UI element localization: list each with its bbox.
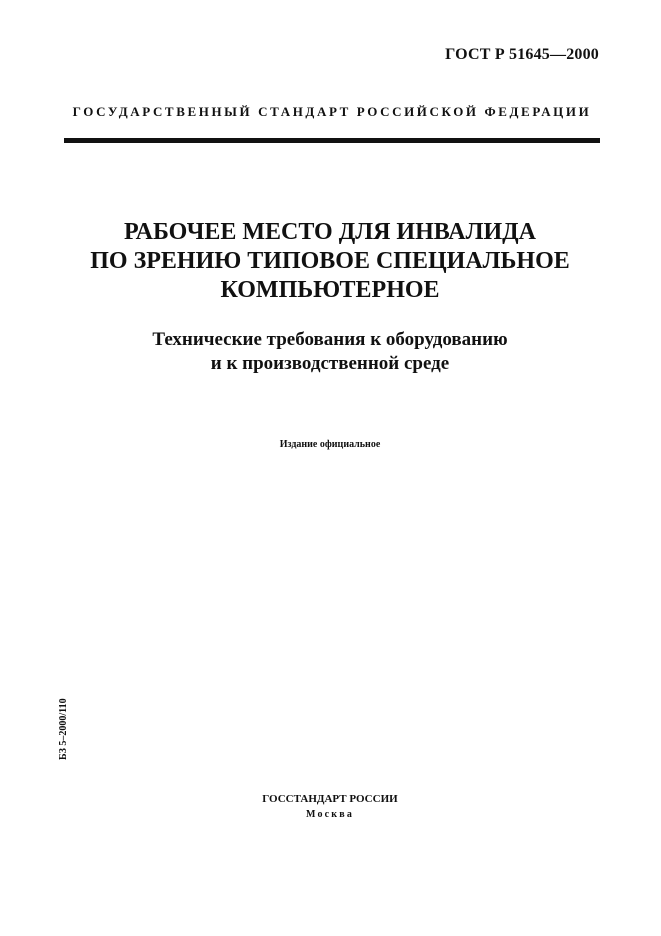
side-catalog-code: БЗ 5–2000/110 [58, 698, 69, 760]
document-title [40, 218, 620, 305]
title-line: РАБОЧЕЕ МЕСТО ДЛЯ ИНВАЛИДА [124, 219, 536, 245]
organization-heading: ГОСУДАРСТВЕННЫЙ СТАНДАРТ РОССИЙСКОЙ ФЕДЕРАЦИИ [72, 104, 592, 119]
title-line: КОМПЬЮТЕРНОЕ [220, 277, 440, 303]
document-subtitle [40, 328, 620, 376]
subtitle-line: и к производственной среде [210, 353, 450, 374]
publisher-name: ГОССТАНДАРТ РОССИИ [262, 793, 398, 805]
publisher-city: Москва [305, 809, 355, 820]
subtitle-line: Технические требования к оборудованию [152, 329, 508, 350]
document-number: ГОСТ Р 51645—2000 [445, 46, 599, 63]
header-divider [64, 138, 600, 143]
edition-label: Издание официальное [279, 439, 381, 450]
title-line: ПО ЗРЕНИЮ ТИПОВОЕ СПЕЦИАЛЬНОЕ [90, 248, 570, 274]
